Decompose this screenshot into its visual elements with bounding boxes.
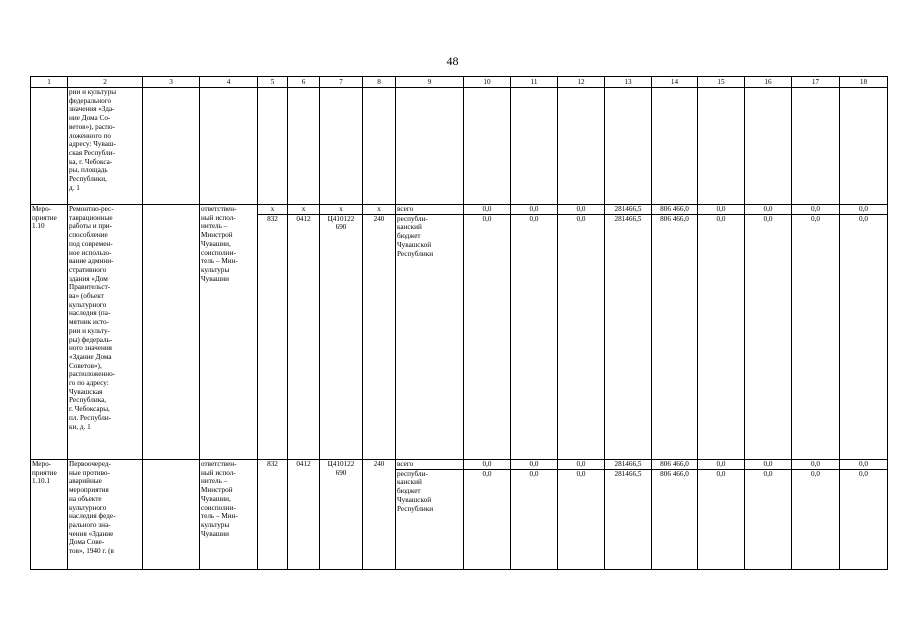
- header-cell: 3: [143, 77, 200, 88]
- funding-source-cell: всего республи- канский бюджет Чувашской Республики: [396, 460, 464, 570]
- budget-table: [30, 76, 888, 570]
- table-row: Меро- приятие 1.10 Ремонтно-рес- таврационные работы и при- способление под современ- ное использо- вание админи- стративного здания «Дом Правительст- ва» (объект культурного наследия (па- мятник исто- рии и культу- ры) федераль- ного значения «Здание Дома Советов»), расположенно- го по адресу: Чувашская Республика, г. Чебоксары, пл. Республи- ки, д. 1 ответствен- ный испол- нитель – Минстрой Чувашии, соисполни- тель – Мин- культуры Чувашии x 832 x 0412 x Ц410122 690 x 240 всего республи- канский бюджет Чувашской Республики 0,0 0,0 0,0 0,0 0,0 0,0 281466,5 281466,5 806 466,0 806 466,0 0,0 0,0 0,0 0,0 0,0 0,0 0,0 0,0: [31, 205, 888, 460]
- header-cell: 16: [745, 77, 792, 88]
- description-cell: рии и культуры федерального значения «Зда- ние Дома Со- ветов»), распо- ложенного по адресу: Чуваш- ская Республи- ка, г. Чебокса- ры, площадь Республики, д. 1: [68, 88, 143, 205]
- description-cell: Ремонтно-рес- таврационные работы и при- способление под современ- ное использо- вание админи- стративного здания «Дом Правительст- ва» (объект культурного наследия (па- мятник исто- рии и культу- ры) федераль- ного значения «Здание Дома Советов»), расположенно- го по адресу: Чувашская Республика, г. Чебоксары, пл. Республи- ки, д. 1: [68, 205, 143, 460]
- header-cell: 12: [558, 77, 605, 88]
- executor-cell: ответствен- ный испол- нитель – Минстрой Чувашии, соисполни- тель – Мин- культуры Чувашии: [200, 460, 258, 570]
- description-cell: Первоочеред- ные противо- аварийные мероприятия на объекте культурного наследия феде- рального зна- чения «Здание Дома Сове- тов», 1940 г. (в: [68, 460, 143, 570]
- header-cell: 11: [511, 77, 558, 88]
- measure-id-cell: Меро- приятие 1.10: [31, 205, 68, 460]
- header-cell: 1: [31, 77, 68, 88]
- page-number: 48: [446, 54, 459, 68]
- header-cell: 8: [363, 77, 396, 88]
- header-cell: 9: [396, 77, 464, 88]
- header-cell: 10: [464, 77, 511, 88]
- header-cell: 13: [605, 77, 652, 88]
- measure-id-cell: Меро- приятие 1.10.1: [31, 460, 68, 570]
- table-row: Меро- приятие 1.10.1 Первоочеред- ные противо- аварийные мероприятия на объекте культурного наследия феде- рального зна- чения «Здание Дома Сове- тов», 1940 г. (в ответствен- ный испол- нитель – Минстрой Чувашии, соисполни- тель – Мин- культуры Чувашии 832 0412 Ц410122 690 240 всего республи- канский бюджет Чувашской Республики 0,0 0,0 0,0 0,0 0,0 0,0 281466,5 281466,5 806 466,0 806 466,0 0,0 0,0 0,0 0,0 0,0 0,0 0,0 0,0: [31, 460, 888, 570]
- funding-source-cell: всего республи- канский бюджет Чувашской Республики: [396, 205, 464, 460]
- header-cell: 6: [288, 77, 320, 88]
- executor-cell: ответствен- ный испол- нитель – Минстрой Чувашии, соисполни- тель – Мин- культуры Чувашии: [200, 205, 258, 460]
- header-cell: 7: [320, 77, 363, 88]
- header-cell: 2: [68, 77, 143, 88]
- header-cell: 17: [792, 77, 840, 88]
- table-row: [31, 88, 888, 205]
- header-row: [31, 77, 888, 88]
- header-cell: 14: [652, 77, 698, 88]
- header-cell: 5: [258, 77, 288, 88]
- header-cell: 15: [698, 77, 745, 88]
- header-cell: 18: [840, 77, 888, 88]
- header-cell: 4: [200, 77, 258, 88]
